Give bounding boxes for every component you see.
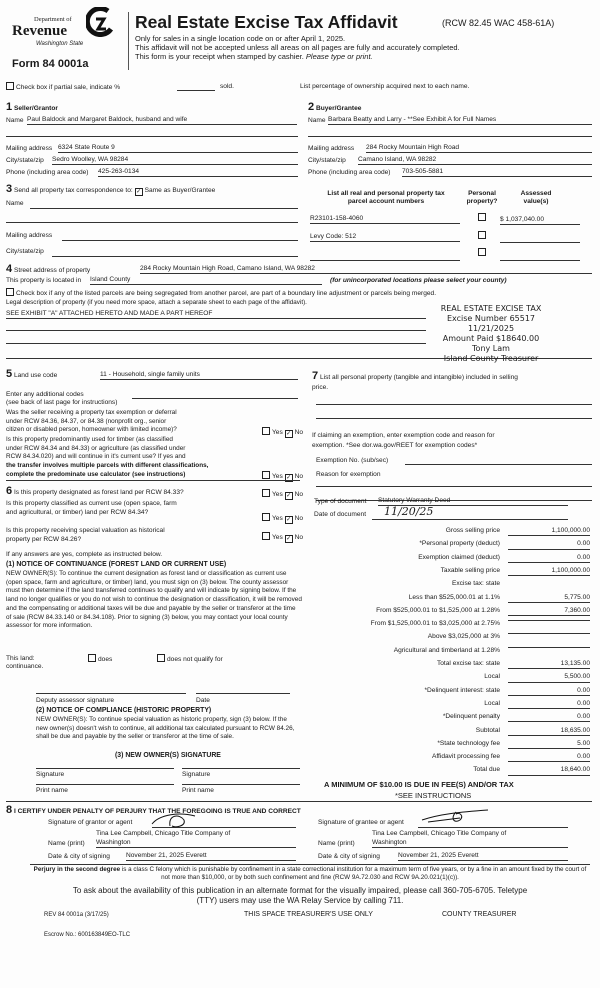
grantee-signature: [420, 808, 490, 828]
tax-line-label: Local: [484, 699, 500, 707]
timber-no-checkbox[interactable]: ✓: [286, 475, 292, 481]
tax-line-label: *Delinquent interest: state: [424, 686, 500, 694]
tax-line-value[interactable]: 7,360.00: [508, 607, 590, 616]
tax-line-label: Subtotal: [475, 726, 500, 734]
buyer-phone[interactable]: 703-505-5881: [402, 168, 592, 177]
corr-mailing-field[interactable]: [62, 240, 298, 241]
tax-line-label: Exemption claimed (deduct): [418, 553, 500, 561]
seller-phone[interactable]: 425-263-0134: [98, 168, 298, 177]
tax-line-label: Local: [484, 673, 500, 681]
corr-city-field[interactable]: [52, 256, 298, 257]
current-use-no-checkbox[interactable]: ✓: [286, 517, 292, 523]
deputy-signature-field[interactable]: [36, 693, 186, 694]
tax-line-label: Total excise tax: state: [436, 660, 500, 667]
exemption-no-checkbox[interactable]: ✓: [286, 431, 292, 437]
assessed-value[interactable]: $ 1,037,040.00: [500, 216, 580, 225]
property-county[interactable]: Island County: [90, 276, 322, 285]
exemption-reason-field[interactable]: [316, 486, 592, 487]
new-owner-signature-field[interactable]: [182, 768, 300, 769]
legal-description[interactable]: SEE EXHIBIT "A" ATTACHED HERETO AND MADE A PART HEREOF: [6, 310, 426, 319]
tax-line-value[interactable]: 1,100,000.00: [508, 527, 590, 536]
tax-line-label: *Personal property (deduct): [419, 540, 500, 548]
exemption-yes-checkbox[interactable]: [262, 427, 270, 435]
tax-line-label: Above $3,025,000 at 3%: [427, 633, 500, 641]
exemption-number-field[interactable]: [405, 464, 592, 465]
forest-yes-checkbox[interactable]: [262, 489, 270, 497]
header-divider: [128, 12, 129, 70]
tax-line-value[interactable]: 18,635.00: [508, 727, 590, 736]
current-use-yes-checkbox[interactable]: [262, 513, 270, 521]
form-title: Real Estate Excise Tax Affidavit: [135, 12, 398, 32]
tax-line-value[interactable]: 5.00: [508, 740, 590, 749]
tax-line-label: Gross selling price: [445, 527, 500, 534]
same-as-buyer-checkbox[interactable]: ✓: [136, 189, 142, 195]
tax-line-label: *State technology fee: [437, 739, 500, 747]
tax-line-value[interactable]: 0.00: [508, 554, 590, 563]
seller-name[interactable]: Paul Baldock and Margaret Baldock, husband and wife: [27, 116, 297, 125]
historical-no-checkbox[interactable]: ✓: [286, 536, 292, 542]
affidavit-page: Department of Revenue Washington State Form 84 0001a Real Estate Excise Tax Affidavit (RCW 82.45 WAC 458-61A) Only for sales in a single location code on or after April 1, 2025. This affidavit will not be accepted unless all areas on all pages are fully and accurately completed. This form is your receipt when stamped by cashier. Please type or print. Check box if partial sale, indicate % sold. List percentage of ownership acquired next to each name. 1 Seller/Grantor Name Paul Baldock and Margaret Baldock, husband and wife Mailing address 6324 State Route 9 City/state/zip Sedro Woolley, WA 98284 Phone (including area code) 425-263-0134 2 Buyer/Grantee Name Barbara Beatty and Larry - **See Exhibit A for Full Names Mailing address 284 Rocky Mountain High Road City/state/zip Camano Island, WA 98282 Phone (including area code) 703-505-5881 3 Send all property tax correspondence to: ✓ Same as Buyer/Grantee Name Mailing address City/state/zip List all real and personal property tax parcel account numbers Personal property? Assessed value(s) R23101-158-4060 $ 1,037,040.00 Levy Code: 512 4 Street address of property 284 Rocky Mountain High Road, Camano Island, WA 98282 This property is located in Island County (for unincorporated locations please select your county) Check box if any of the listed parcels are being segregated from another parcel, are part of a boundary line adjustment or parcels being merged. Legal description of property (if you need more space, attach a separate sheet to each page of the affidavit). SEE EXHIBIT "A" ATTACHED HERETO AND MADE A PART HEREOF REAL ESTATE EXCISE TAX Excise Number 65517 11/21/2025 Amount Paid $18640.00 Tony Lam Island County Treasurer 5 Land use code 11 - Household, single family units Enter any additional codes (see back of last page for instructions) Was the seller receiving a property tax exemption or deferral under RCW 84.36, 84.37, or 84.38 (nonprofit org., senior citizen or disabled person, homeowner with limited income)? Yes ✓ No Is this property predominantly used for timber (as classified under RCW 84.34 and 84.33) or agriculture (as classified under RCW 84.34.020) and will continue in it's current use? If yes and the transfer involves multiple parcels with different classifications, complete the predominate use calculator (see instructions) Yes ✓ No 7 List all personal property (tangible and intangible) included in selling price. If claiming an exemption, enter exemption code and reason for exemption. *See dor.wa.gov/REET for exemption codes* Exemption No. (sub/sec) Reason for exemption 6 Is this property designated as forest land per RCW 84.33? Yes ✓ No Is this property classified as current use (open space, farm and agricultural, or timber) land per RCW 84.34? Yes ✓ No Is this property receiving special valuation as historical property per RCW 84.26? Yes ✓ No If any answers are yes, complete as instructed below. (1) NOTICE OF CONTINUANCE (FOREST LAND OR CURRENT USE) NEW OWNER(S): To continue the current designation as forest land or classification as current use (open space, farm and agriculture, or timber) land, you must sign on (3) below. The county assessor must then determine if the land transferred continues to qualify and will indicate by signing below. If the land no longer qualifies or you do not wish to continue the designation or classification, it will be removed and the compensating or additional taxes will be due and payable by the seller or transferor at the time of sale (RCW 84.33.140 or 84.34.108). Prior to signing (3) below, you may contact your local county assessor for more information. This land: does does not qualify for continuance. Deputy assessor signature Date (2) NOTICE OF COMPLIANCE (HISTORIC PROPERTY) NEW OWNER(S): To continue special valuation as historic property, sign (3) below. If the new owner(s) doesn't wish to continue, all additional tax calculated pursuant to RCW 84.26, shall be due and payable by the seller or transferor at the time of sale. (3) NEW OWNER(S) SIGNATURE Signature Signature Print name Print name Type of document Statutory Warranty Deed Date of document 11/20/25 Gross selling price 1,100,000.00 *Personal property (deduct) 0.00 Exemption claimed (deduct) 0.00 Taxable selling price 1,100,000.00 Excise tax: state Less than $525,000.01 at 1.1% 5,775.00 From $525,000.01 to $1,525,000 at 1.28% 7,360.00 From $1,525,000.01 to $3,025,000 at 2.75% Above $3,025,000 at 3% Agricultural and timberland at 1.28% Total excise tax: state 13,135.00 Local 5,500.00 *Delinquent interest: state 0.00 Local 0.00 *Delinquent penalty 0.00 Subtotal 18,635.00 *State technology fee 5.00 Affidavit processing fee 0.00 Total due 18,640.00 A MINIMUM OF $10.00 IS DUE IN FEE(S) AND/OR TAX *SEE INSTRUCTIONS 8 I CERTIFY UNDER PENALTY OF PERJURY THAT THE FOREGOING IS TRUE AND CORRECT Signature of grantor or agent Signature of grantee or agent Tina Lee Campbell, Chicago Title Company of Name (print) Washington Date & city of signing November 21, 2025 Everett Tina Lee Campbell, Chicago Title Company of Name (print) Washington Date & city of signing November 21, 2025 Everett Perjury in the second degree is a class C felony which is punishable by confinement in a state correctional institution for a maximum term of five years, or by a fine in an amount fixed by the court of not more than $10,000, or by both such confinement and fine (RCW 9A.72.030 and RCW 9A.20.021(1)(c)). To ask about the availability of this publication in an alternate format for the visually impaired, please call 360-705-6705. Teletype (TTY) users may use the WA Relay Service by calling 711. REV 84 0001a (3/17/25) THIS SPACE TREASURER'S USE ONLY COUNTY TREASURER Escrow No.: 600163849EO-TLC: [0, 0, 600, 988]
land-use-code[interactable]: 11 - Household, single family units: [100, 371, 298, 380]
personal-property-checkbox[interactable]: [478, 231, 486, 239]
document-date: 11/20/25: [384, 505, 434, 518]
document-type[interactable]: Statutory Warranty Deed: [378, 497, 568, 506]
tax-line-value[interactable]: [508, 620, 590, 621]
tax-line-value[interactable]: [508, 633, 590, 634]
additional-codes-field[interactable]: [132, 398, 298, 399]
tax-line-value[interactable]: [508, 647, 590, 648]
tax-line-label: Less than $525,000.01 at 1.1%: [408, 593, 500, 601]
buyer-name[interactable]: Barbara Beatty and Larry - **See Exhibit A for Full Names: [328, 116, 592, 125]
parcel-number[interactable]: R23101-158-4060: [310, 215, 460, 224]
tax-line-value[interactable]: 0.00: [508, 713, 590, 722]
tax-line-value[interactable]: 0.00: [508, 540, 590, 549]
grantee-date-city[interactable]: November 21, 2025 Everett: [398, 852, 568, 861]
does-qualify-checkbox[interactable]: [88, 654, 96, 662]
seller-mailing[interactable]: 6324 State Route 9: [58, 144, 298, 153]
treasurer-stamp: REAL ESTATE EXCISE TAX Excise Number 65517 11/21/2025 Amount Paid $18640.00 Tony Lam Island County Treasurer: [440, 304, 542, 363]
tax-line-label: Total due: [473, 766, 500, 774]
buyer-mailing[interactable]: 284 Rocky Mountain High Road: [366, 144, 592, 153]
tax-line-label: *Delinquent penalty: [442, 713, 500, 721]
tax-line-value[interactable]: 13,135.00: [508, 660, 590, 669]
tax-line-value[interactable]: 5,775.00: [508, 594, 590, 603]
tax-line-value[interactable]: 1,100,000.00: [508, 567, 590, 576]
grantee-name[interactable]: Washington: [372, 839, 568, 848]
historical-yes-checkbox[interactable]: [262, 532, 270, 540]
does-not-qualify-checkbox[interactable]: [157, 654, 165, 662]
tax-line-value[interactable]: 0.00: [508, 753, 590, 762]
partial-sale-checkbox[interactable]: [6, 82, 14, 90]
tax-line-label: Affidavit processing fee: [431, 753, 500, 761]
buyer-city[interactable]: Camano Island, WA 98282: [358, 156, 592, 165]
corr-name-field[interactable]: [30, 208, 298, 209]
new-owner-signature-field[interactable]: [36, 768, 174, 769]
seller-city[interactable]: Sedro Woolley, WA 98284: [52, 156, 298, 165]
tax-line-label: Taxable selling price: [440, 566, 500, 574]
grantor-signature: [150, 810, 200, 830]
grantor-date-city[interactable]: November 21, 2025 Everett: [126, 852, 296, 861]
dor-emblem-icon: [86, 7, 114, 37]
forest-no-checkbox[interactable]: ✓: [286, 493, 292, 499]
tax-line-value[interactable]: 5,500.00: [508, 673, 590, 682]
personal-property-checkbox[interactable]: [478, 213, 486, 221]
partial-percent-field[interactable]: [177, 90, 215, 91]
parcel-number[interactable]: Levy Code: 512: [310, 233, 460, 242]
document-date-field[interactable]: [372, 519, 568, 520]
tax-line-value[interactable]: 0.00: [508, 687, 590, 696]
deputy-date-field[interactable]: [196, 693, 290, 694]
tax-line-label: Agricultural and timberland at 1.28%: [393, 646, 500, 654]
tax-line-label: Excise tax: state: [451, 580, 500, 588]
tax-line-value[interactable]: 18,640.00: [508, 766, 590, 775]
timber-yes-checkbox[interactable]: [262, 471, 270, 479]
grantor-name[interactable]: Washington: [96, 839, 296, 848]
tax-line-value[interactable]: 0.00: [508, 700, 590, 709]
personal-property-checkbox[interactable]: [478, 248, 486, 256]
property-street[interactable]: 284 Rocky Mountain High Road, Camano Island, WA 98282: [140, 265, 592, 274]
segregation-checkbox[interactable]: [6, 288, 14, 296]
tax-line-label: From $1,525,000.01 to $3,025,000 at 2.75%: [370, 620, 500, 628]
tax-line-label: From $525,000.01 to $1,525,000 at 1.28%: [376, 606, 500, 614]
